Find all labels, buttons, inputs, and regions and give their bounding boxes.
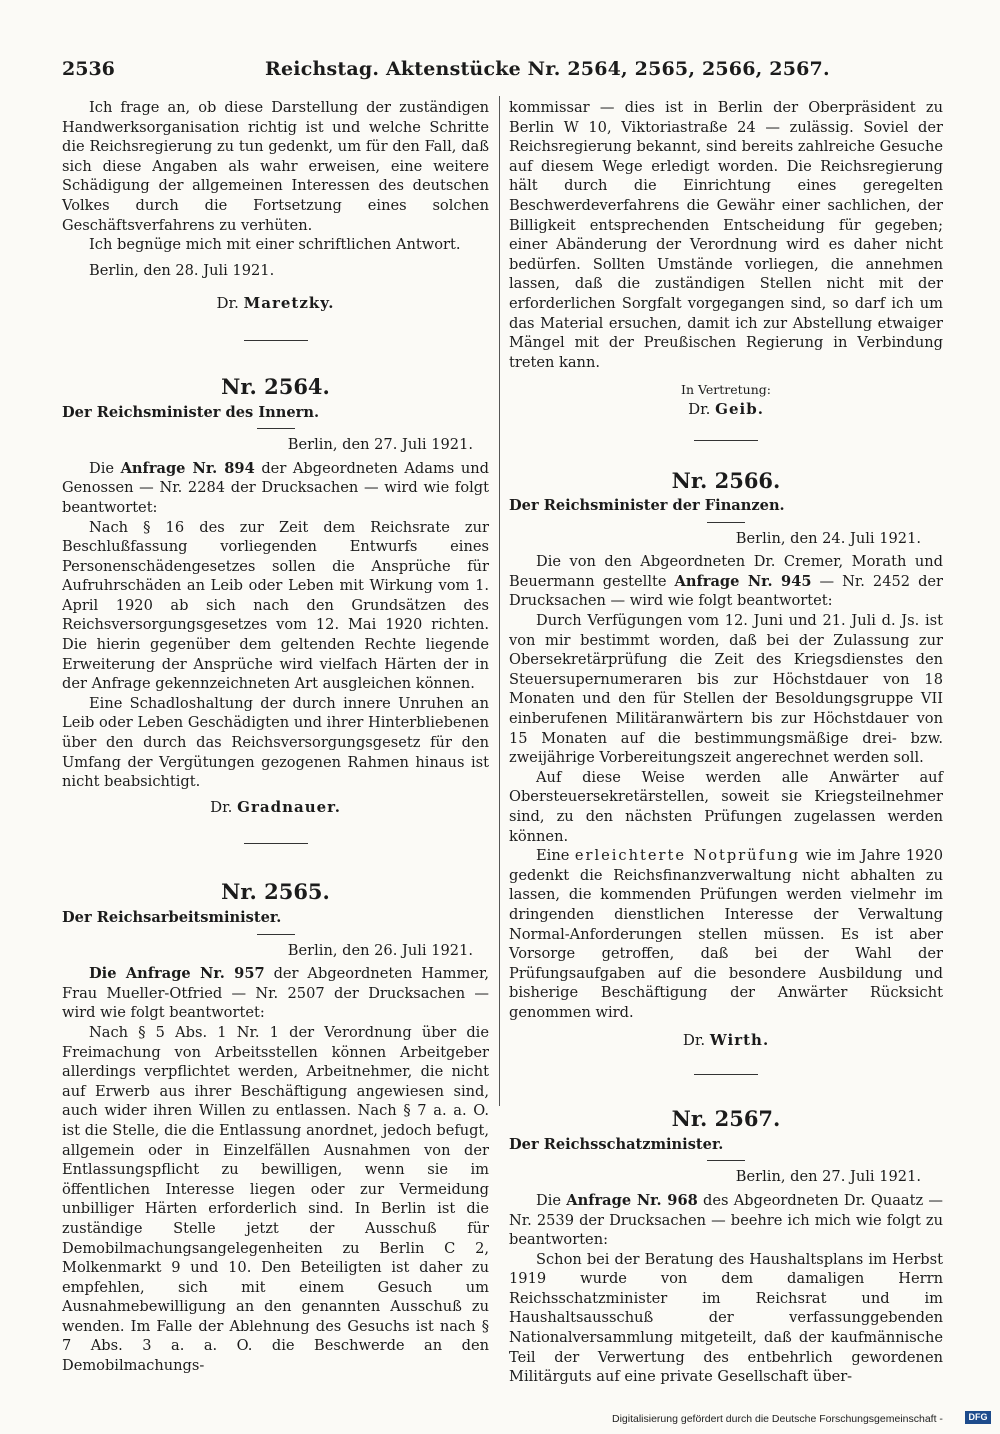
section-rule <box>694 440 758 441</box>
heading-nr-2564: Nr. 2564. <box>221 373 330 399</box>
running-title: Reichstag. Aktenstücke Nr. 2564, 2565, 2566, 2567. <box>265 58 830 80</box>
signature-title: Dr. <box>688 399 711 418</box>
addressee-rule <box>257 428 295 429</box>
paragraph-2564-2: Nach § 16 des zur Zeit dem Reichsrate zur Beschlußfassung vorliegenden Entwurfs eines Personenschädengesetzes sollen die Ansprüche für Aufruhrschäden an Leib oder Leben mit Wirkung vom 1. April 1920 ab sich nach den Grundsätzen des Reichsversorgungsgesetzes vom 12. Mai 1920 richten. Die hierin gegenüber dem geltenden Rechte liegende Erweiterung der Ansprüche wird vielfach Härten der in der Anfrage gekennzeichneten Art ausgleichen können. <box>62 518 489 693</box>
signature-geib <box>509 400 943 420</box>
date-2567: Berlin, den 27. Juli 1921. <box>735 1168 921 1186</box>
paragraph-2566-1 <box>509 552 943 611</box>
paragraph-2564-1 <box>62 459 489 518</box>
signature-title: Dr. <box>210 797 233 816</box>
left-column <box>62 98 489 1376</box>
anfrage-reference: Anfrage Nr. 894 <box>120 459 255 477</box>
intro-date: Berlin, den 28. Juli 1921. <box>89 261 275 279</box>
section-rule <box>244 340 308 341</box>
text-run: Die von den Abgeordneten Dr. Cremer, Morath und Beuermann gestellte <box>509 553 943 590</box>
addressee-rule <box>707 522 745 523</box>
intro-paragraph-1: Ich frage an, ob diese Darstellung der zuständigen Handwerksorganisation richtig ist und welche Schritte die Reichsregierung zu tun gedenkt, um für den Fall, daß sich diese Angaben als wahr erweisen, eine weitere Schädigung der allgemeinen Interessen des deutschen Volkes durch die Fortsetzung eines solchen Geschäftsverfahrens zu verhüten. <box>62 99 489 234</box>
signature-name: Maretzky. <box>243 294 335 313</box>
paragraph-2564-3: Eine Schadloshaltung der durch innere Unruhen an Leib oder Leben Geschädigten und ihrer Hinterbliebenen über den durch das Reichsversorgungsgesetz für den Umfang der Vergütungen gezogenen Rahmen hinaus ist nicht beabsichtigt. <box>62 694 489 791</box>
text-run: — Nr. 2452 der Drucksachen — wird wie folgt beantwortet: <box>509 572 944 610</box>
text-run: Die <box>536 1191 562 1209</box>
section-rule <box>694 1074 758 1075</box>
paragraph-2565-2: Nach § 5 Abs. 1 Nr. 1 der Verordnung über die Freimachung von Arbeitsstellen können Arbeitgeber allerdings verpflichtet werden, Arbeitnehmer, die nicht auf Erwerb aus ihrer Beschäftigung angewiesen sind, auch wider ihren Willen zu entlassen. Nach § 7 a. a. O. ist die Stelle, die die Entlassung anordnet, jedoch befugt, allgemein oder in Einzelfällen Ausnahmen von der Entlassungspflicht zu bewilligen, wenn sie im öffentlichen Interesse liegen oder zur Vermeidung unbilliger Härten erforderlich sind. In Berlin ist die zuständige Stelle jetzt der Ausschuß für Demobilmachungsangelegenheiten zu Berlin C 2, Molkenmarkt 9 und 10. Den Beteiligten ist daher zu empfehlen, sich mit einem Gesuch um Ausnahmebewilligung an den genannten Ausschuß zu wenden. Im Falle der Ablehnung des Gesuchs ist nach § 7 Abs. 3 a. a. O. die Beschwerde an den Demobilmachungs- <box>62 1023 489 1375</box>
signature-maretzky <box>62 294 489 314</box>
date-2566: Berlin, den 24. Juli 1921. <box>735 529 921 547</box>
section-rule <box>244 843 308 844</box>
date-2564: Berlin, den 27. Juli 1921. <box>287 436 473 454</box>
dfg-logo: DFG <box>965 1411 991 1424</box>
anfrage-reference: Die Anfrage Nr. 957 <box>89 965 265 983</box>
anfrage-reference: Anfrage Nr. 968 <box>566 1191 698 1209</box>
addressee-2564: Der Reichsminister des Innern. <box>62 403 320 421</box>
paragraph-2566-3: Auf diese Weise werden alle Anwärter auf Obersteuersekretärstellen, soweit sie Kriegsteilnehmer sind, zu den nächsten Prüfungen zugelassen werden können. <box>509 768 943 845</box>
signature-title: Dr. <box>216 294 239 313</box>
text-run: der Abgeordneten Hammer, Frau Mueller-Otfried — Nr. 2507 der Drucksachen — wird wie folgt beantwortet: <box>62 965 489 1022</box>
anfrage-reference: Anfrage Nr. 945 <box>674 572 812 590</box>
paragraph-2566-4 <box>509 846 943 1022</box>
signature-gradnauer <box>62 798 489 818</box>
date-2565: Berlin, den 26. Juli 1921. <box>287 941 473 959</box>
paragraph-2567-2: Schon bei der Beratung des Haushaltsplans im Herbst 1919 wurde von dem damaligen Herrn Reichsschatzminister im Reichsrat und im Haushaltsausschuß der verfassunggebenden Nationalversammlung mitgeteilt, daß der kaufmännische Teil der Verwertung des entbehrlich gewordenen Militärguts auf eine private Gesellschaft über- <box>509 1250 943 1386</box>
addressee-rule <box>257 934 295 935</box>
emphasized-term: erleichterte Notprüfung <box>574 847 801 865</box>
intro-paragraph-2: Ich begnüge mich mit einer schriftlichen Antwort. <box>89 236 461 254</box>
heading-nr-2567: Nr. 2567. <box>671 1106 781 1132</box>
column-divider <box>499 96 500 1106</box>
heading-nr-2565: Nr. 2565. <box>221 879 330 905</box>
paragraph-2565-1 <box>62 964 489 1023</box>
addressee-2566: Der Reichsminister der Finanzen. <box>509 497 785 515</box>
signature-title: Dr. <box>682 1030 706 1049</box>
page-number: 2536 <box>62 58 115 80</box>
text-run: wie im Jahre 1920 gedenkt die Reichsfinanzverwaltung nicht abhalten zu lassen, die kommenden Prüfungen werden vielmehr im dringenden dienstlichen Interesse der Verwaltung Normal-Anforderungen stellen müssen. Es ist aber Vorsorge getroffen, daß bei der Wahl der Prüfungsaufgaben auf die besondere Ausbildung und bisherige Beschäftigung der Anwärter Rücksicht genommen wird. <box>509 847 944 1021</box>
addressee-2565: Der Reichsarbeitsminister. <box>62 909 282 926</box>
paragraph-2566-2: Durch Verfügungen vom 12. Juni und 21. Juli d. Js. ist von mir bestimmt worden, daß bei der Zulassung zur Obersekretärprüfung die Zeit des Kriegsdienstes den Steuersupernumeraren bis zur Höchstdauer von 18 Monaten und den für Stellen der Besoldungsgruppe VII einberufenen Militäranwärtern bis zur Höchstdauer von 15 Monaten auf die bestimmungsmäßige drei- bzw. zweijährige Vorbereitungszeit angerechnet werden soll. <box>509 612 943 767</box>
text-run: des Abgeordneten Dr. Quaatz — Nr. 2539 der Drucksachen — beehre ich mich wie folgt zu beantworten: <box>509 1191 944 1249</box>
text-run: der Abgeordneten Adams und Genossen — Nr. 2284 der Drucksachen — wird wie folgt beantwortet: <box>62 459 490 516</box>
in-vertretung: In Vertretung: <box>681 382 771 398</box>
signature-name: Wirth. <box>709 1030 770 1049</box>
text-run: Die <box>89 459 115 477</box>
addressee-rule <box>707 1160 745 1161</box>
addressee-2567: Der Reichsschatzminister. <box>509 1135 724 1153</box>
signature-name: Geib. <box>715 399 764 418</box>
signature-wirth <box>509 1031 943 1051</box>
digitization-credit: Digitalisierung gefördert durch die Deutsche Forschungsgemeinschaft - <box>612 1413 943 1425</box>
heading-nr-2566: Nr. 2566. <box>671 467 781 493</box>
text-run: Eine <box>536 847 570 865</box>
paragraph-2565-continued: kommissar — dies ist in Berlin der Oberpräsident zu Berlin W 10, Viktoriastraße 24 — zulässig. Soviel der Reichsregierung bekannt, sind bereits zahlreiche Gesuche auf diesem Wege erledigt worden. Die Reichsregierung hält durch die Einrichtung eines geregelten Beschwerdeverfahrens die Gewähr einer sachlichen, der Billigkeit entsprechenden Entscheidung für gegeben; einer Abänderung der Verordnung wird es daher nicht bedürfen. Sollten Umstände vorliegen, die annehmen lassen, daß die zuständigen Stellen nicht mit der erforderlichen Sorgfalt vorgegangen sind, so darf ich um das Material ersuchen, damit ich zur Abstellung etwaiger Mängel mit der Preußischen Regierung in Verbindung treten kann. <box>509 99 943 371</box>
signature-name: Gradnauer. <box>237 797 341 816</box>
paragraph-2567-1 <box>509 1191 943 1250</box>
right-column <box>509 98 943 1387</box>
